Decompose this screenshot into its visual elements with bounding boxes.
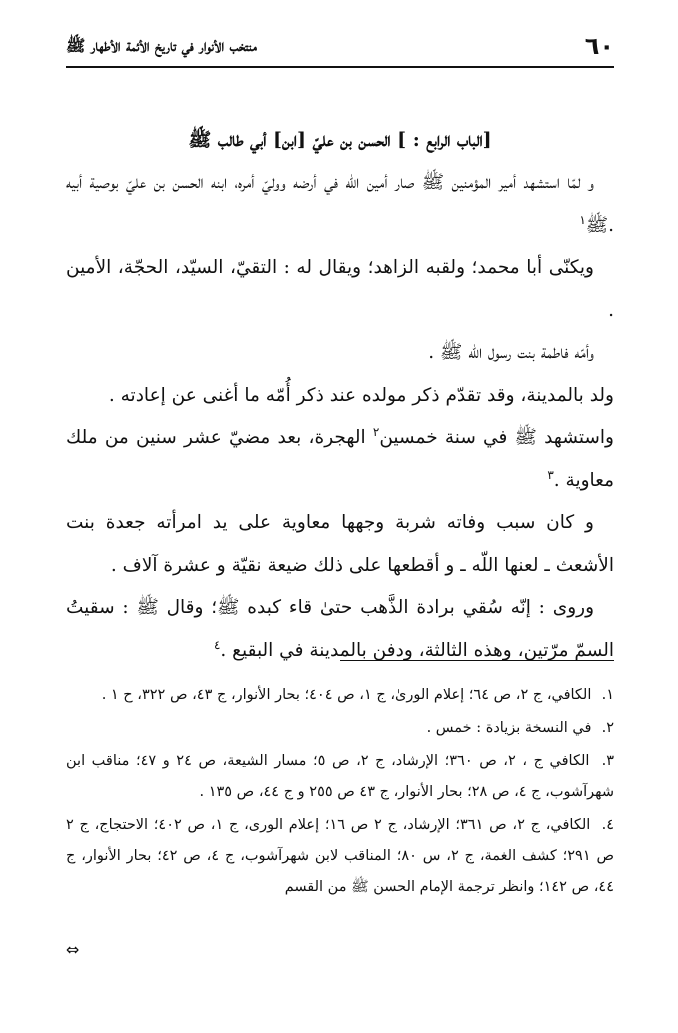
footnote-ref[interactable]: ٢ (372, 424, 380, 439)
footnote-ref[interactable]: ٣ (547, 467, 554, 482)
paragraph-text: وروى : إنّه سُقي برادة الذَّهب حتىٰ قاء كبده ﷺ؛ وقال ﷺ : سقيتُ السمّ مرّتين، وهذه الثالثة، ودفن بالمدينة في البقيع . (66, 597, 614, 661)
paragraph-kunya (66, 247, 614, 332)
paragraph-text: الهجرة، بعد مضيّ عشر سنين من ملك معاوية . (66, 427, 614, 491)
footnote-text: الكافي، ج ٢، ص ٣٦١؛ الإرشاد، ج ٢ ص ١٦؛ إعلام الورى، ج ١، ص ٤٠٢؛ الاحتجاج، ج ٢ ص ٢٩١؛ كشف الغمة، ج ٢، س ٨٠؛ المناقب لابن شهرآشوب، ج ٤، ص ٤٢؛ بحار الأنوار، ج ٤٤، ص ١٤٢؛ وانظر ترجمة الإمام الحسن ﷺ من القسم (66, 817, 614, 895)
paragraph-text: و كان سبب وفاته شربة وجهها معاوية على يد امرأته جعدة بنت الأشعث ـ لعنها اللّه ـ و أقطعها على ذلك ضيعة نقيّة و عشرة آلاف . (66, 512, 614, 576)
paragraph-birth (66, 375, 614, 418)
footnote-number: ٤. (601, 817, 615, 833)
paragraph-succession (66, 162, 614, 247)
running-title: منتخب الأنوار في تاريخ الأئمة الأطهار ﷺ (66, 36, 257, 55)
paragraph-martyrdom (66, 417, 614, 502)
footnote-item (66, 746, 614, 808)
page-number: ٦٠ (584, 32, 614, 60)
footnote-separator (340, 660, 614, 661)
continuation-arrows-icon: ⇔ (66, 940, 80, 959)
page-header (66, 30, 614, 64)
paragraph-text: ويكنّى أبا محمد؛ ولقبه الزاهد؛ ويقال له : التقيّ، السيّد، الحجّة، الأمين . (66, 257, 614, 321)
footnote-number: ٣. (601, 753, 615, 769)
paragraph-mother (66, 332, 614, 375)
paragraph-text: واستشهد ﷺ في سنة خمسين (379, 427, 614, 448)
paragraph-text: وأمّه فاطمة بنت رسول الله ﷺ . (428, 342, 594, 363)
paragraph-cause-of-death (66, 502, 614, 587)
paragraph-text: و لمّا استشهد أمير المؤمنين ﷺ صار أمين الله في أرضه ووليّ أمره، ابنه الحسن بن عليّ بوصية أبيه .ﷺ (66, 172, 614, 236)
footnote-item (66, 680, 614, 711)
footnote-ref[interactable]: ١ (579, 212, 586, 227)
chapter-title: [الباب الرابع : ] الحسن بن عليّ [ابن] أبي طالب ﷺ (188, 129, 492, 151)
footnotes (66, 680, 614, 905)
footnote-text: الكافي، ج ٢، ص ٦٤؛ إعلام الورىٰ، ج ١، ص ٤٠٤؛ بحار الأنوار، ج ٤٣، ص ٣٢٢، ح ١ . (101, 687, 592, 703)
paragraph-text: ولد بالمدينة، وقد تقدّم ذكر مولده عند ذكر أُمّه ما أغنى عن إعادته . (108, 384, 614, 406)
footnote-text: في النسخة بزيادة : خمس . (426, 720, 592, 736)
footnote-item (66, 810, 614, 903)
chapter-body (66, 118, 614, 672)
footnote-number: ٢. (601, 720, 614, 736)
footnote-text: الكافي ج ، ٢، ص ٣٦٠؛ الإرشاد، ج ٢، ص ٥؛ مسار الشيعة، ص ٢٤ و ٤٧؛ مناقب ابن شهرآشوب، ج ٤، ص ٢٨؛ بحار الأنوار، ج ٤٣ ص ٢٥٥ و ج ٤٤، ص ١٣٥ . (66, 753, 614, 800)
footnote-ref[interactable]: ٤ (213, 637, 221, 652)
header-rule (66, 66, 614, 68)
footnote-item (66, 713, 614, 744)
footnote-number: ١. (601, 687, 614, 703)
